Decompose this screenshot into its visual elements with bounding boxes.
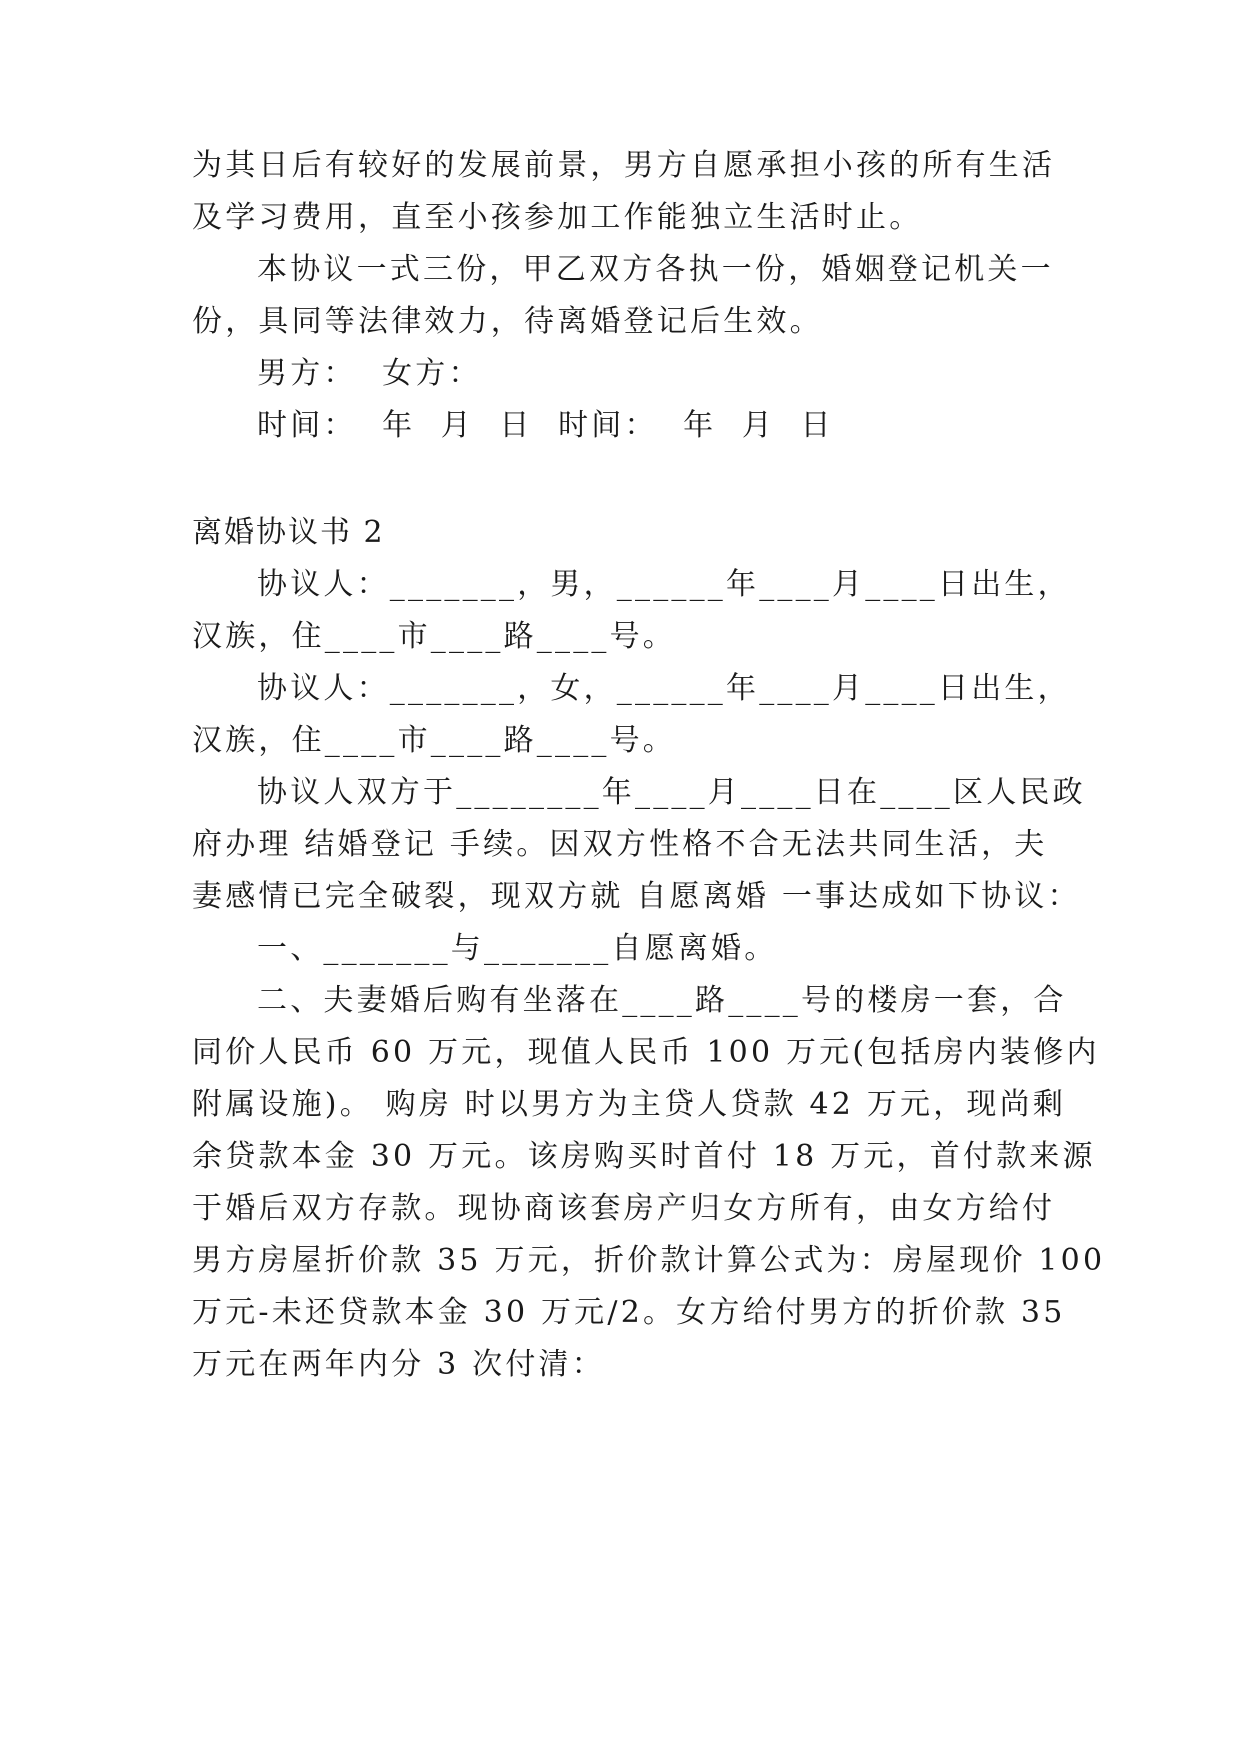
date-line: 时间： 年 月 日 时间： 年 月 日 [257,408,834,443]
paragraph-line: 为其日后有较好的发展前景，男方自愿承担小孩的所有生活 [192,148,1056,183]
paragraph-line: 附属设施)。 购房 时以男方为主贷人贷款 42 万元，现尚剩 [192,1087,1067,1122]
paragraph-line: 于婚后双方存款。现协商该套房产归女方所有，由女方给付 [192,1191,1056,1226]
paragraph-line: 本协议一式三份，甲乙双方各执一份，婚姻登记机关一 [257,252,1054,287]
signature-line: 男方： 女方： [257,356,482,391]
paragraph-line: 府办理 结婚登记 手续。因双方性格不合无法共同生活，夫 [192,827,1048,862]
paragraph-line: 汉族，住____市____路____号。 [192,723,676,758]
paragraph-line: 余贷款本金 30 万元。该房购买时首付 18 万元，首付款来源 [192,1139,1096,1174]
paragraph-line: 及学习费用，直至小孩参加工作能独立生活时止。 [192,200,923,235]
clause-line: 一、_______与_______自愿离婚。 [257,931,778,966]
section-title: 离婚协议书 2 [192,515,385,550]
paragraph-line: 份，具同等法律效力，待离婚登记后生效。 [192,304,823,339]
paragraph-line: 妻感情已完全破裂，现双方就 自愿离婚 一事达成如下协议： [192,879,1081,914]
paragraph-line: 万元在两年内分 3 次付清： [192,1347,605,1382]
paragraph-line: 汉族，住____市____路____号。 [192,619,676,654]
paragraph-line: 协议人：_______，女，______年____月____日出生， [257,671,1071,706]
clause-line: 二、夫妻婚后购有坐落在____路____号的楼房一套，合 [257,983,1067,1018]
paragraph-line: 协议人双方于________年____月____日在____区人民政 [257,775,1086,810]
paragraph-line: 万元-未还贷款本金 30 万元/2。女方给付男方的折价款 35 [192,1295,1066,1330]
paragraph-line: 同价人民币 60 万元，现值人民币 100 万元(包括房内装修内 [192,1035,1100,1070]
paragraph-line: 协议人：_______，男，______年____月____日出生， [257,567,1071,602]
paragraph-line: 男方房屋折价款 35 万元，折价款计算公式为：房屋现价 100 [192,1243,1106,1278]
